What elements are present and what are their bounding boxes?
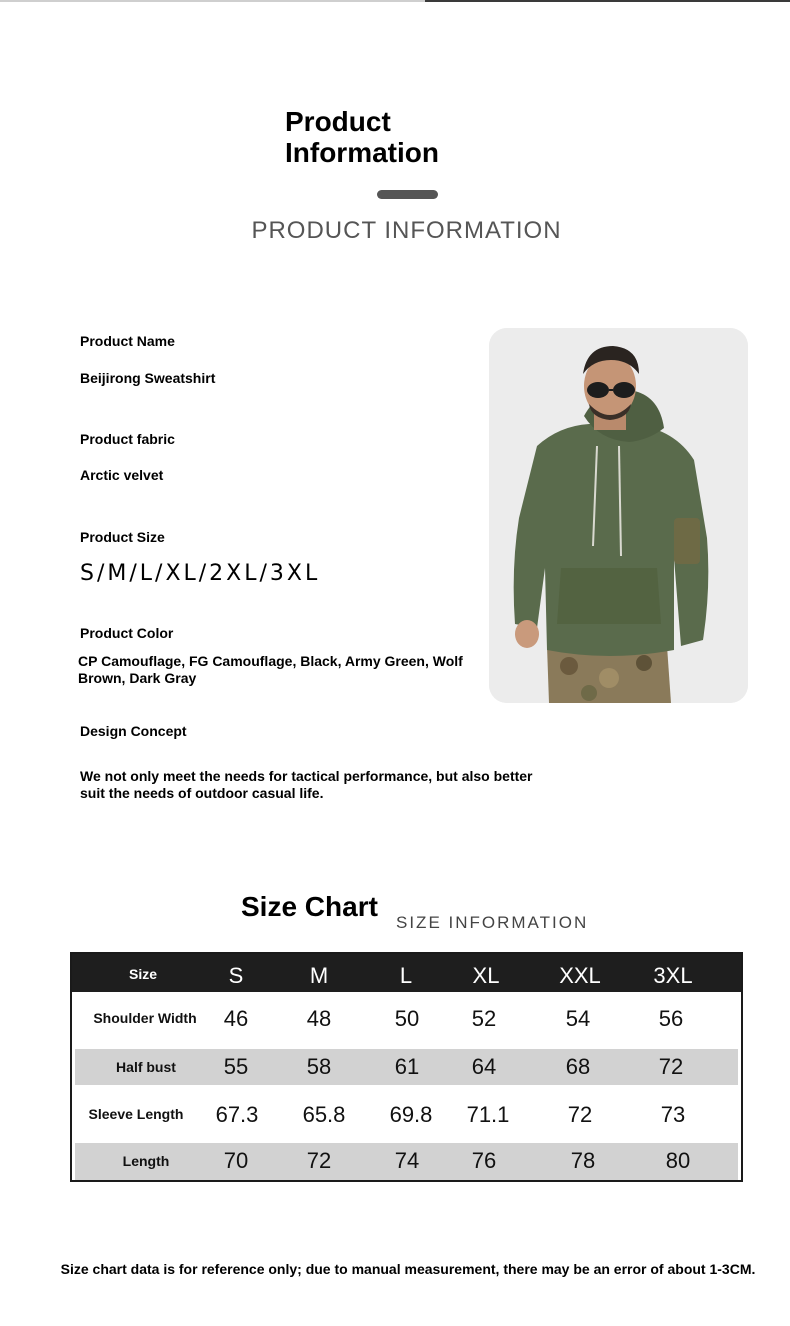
table-row <box>75 1049 738 1085</box>
table-cell: 73 <box>660 1102 686 1127</box>
table-cell: 50 <box>394 1006 420 1031</box>
product-photo <box>489 328 748 703</box>
row-label: Half bust <box>116 1059 176 1075</box>
size-chart-subtitle: SIZE INFORMATION <box>396 913 589 932</box>
product-color-value: CP Camouflage, FG Camouflage, Black, Army Green, Wolf Brown, Dark Gray <box>78 653 463 686</box>
size-table <box>70 952 743 1182</box>
column-header: L <box>399 963 413 988</box>
model-hoodie-illustration <box>489 328 748 703</box>
table-cell: 46 <box>223 1006 249 1031</box>
top-divider-accent <box>425 0 790 2</box>
product-size-label: Product Size <box>80 529 165 545</box>
size-corner-label: Size <box>128 966 157 982</box>
table-cell: 72 <box>567 1102 593 1127</box>
column-header: XL <box>472 963 500 988</box>
table-cell: 78 <box>570 1148 596 1173</box>
table-row <box>72 992 741 1047</box>
table-cell: 80 <box>665 1148 691 1173</box>
column-header: 3XL <box>653 963 693 988</box>
design-concept-label: Design Concept <box>80 723 187 739</box>
row-label: Length <box>122 1153 170 1169</box>
product-fabric-label: Product fabric <box>80 431 175 447</box>
table-cell: 69.8 <box>389 1102 433 1127</box>
table-row <box>75 1143 738 1180</box>
design-concept-value: We not only meet the needs for tactical performance, but also better suit the needs of outdoor casual life. <box>80 768 533 801</box>
column-header: XXL <box>559 963 601 988</box>
table-header-row <box>72 954 741 992</box>
table-cell: 56 <box>658 1006 684 1031</box>
table-cell: 55 <box>223 1054 249 1079</box>
column-header: M <box>309 963 329 988</box>
table-cell: 65.8 <box>302 1102 346 1127</box>
table-cell: 54 <box>565 1006 591 1031</box>
product-color-label: Product Color <box>80 625 174 641</box>
section-subtitle: PRODUCT INFORMATION <box>251 217 562 244</box>
table-cell: 74 <box>394 1148 420 1173</box>
table-cell: 48 <box>306 1006 332 1031</box>
product-name-label: Product Name <box>80 333 175 349</box>
table-cell: 67.3 <box>215 1102 259 1127</box>
table-cell: 72 <box>306 1148 332 1173</box>
product-name-value: Beijirong Sweatshirt <box>80 370 216 386</box>
product-size-value: S/M/L/XL/2XL/3XL <box>80 561 321 586</box>
table-cell: 70 <box>223 1148 249 1173</box>
table-cell: 58 <box>306 1054 332 1079</box>
table-cell: 71.1 <box>466 1102 510 1127</box>
row-label: Sleeve Length <box>88 1106 184 1122</box>
table-cell: 68 <box>565 1054 591 1079</box>
section-title-bar <box>377 190 438 199</box>
product-fabric-value: Arctic velvet <box>80 467 164 483</box>
table-cell: 72 <box>658 1054 684 1079</box>
table-cell: 52 <box>471 1006 497 1031</box>
table-cell: 64 <box>471 1054 497 1079</box>
column-header: S <box>228 963 244 988</box>
section-title: Product Information <box>285 106 439 168</box>
row-label: Shoulder Width <box>93 1010 197 1026</box>
size-chart-title: Size Chart <box>241 891 378 922</box>
table-cell: 76 <box>471 1148 497 1173</box>
table-cell: 61 <box>394 1054 420 1079</box>
table-row <box>72 1085 741 1143</box>
size-footnote: Size chart data is for reference only; due to manual measurement, there may be an error of about 1-3CM. <box>60 1261 756 1277</box>
